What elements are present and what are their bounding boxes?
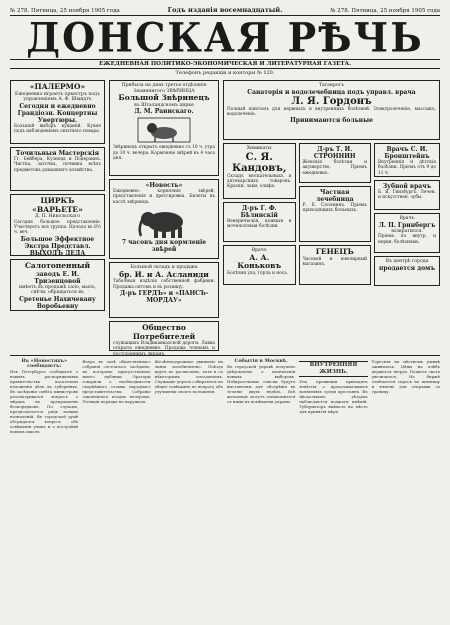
workshop-title: Точильныя Мастерскія <box>15 150 100 157</box>
kandov-title: С. Я. Кандовъ, <box>232 151 287 174</box>
masthead-row <box>10 13 440 76</box>
workshop-body: Гг. Бейбера, Кузнеца и Подерзинъ. Чистка, заточка, починка всѣхъ предметовъ домашняго хозяйства. <box>14 157 101 173</box>
right-ads-col-3 <box>374 143 440 286</box>
column-1-head: Въ «Новостяхъ» сообщаютъ: <box>21 358 67 369</box>
kandov-ad <box>223 143 296 199</box>
grinberg-title: Л. П. Гринбергъ <box>378 221 436 229</box>
circus-owner: Д. П. Никольскаго <box>34 214 81 219</box>
society-title: Общество Потребителей <box>132 323 196 341</box>
right-ads-col-2 <box>299 143 372 286</box>
right-ads-grid <box>223 143 440 286</box>
issue-date-right: № 278. Пятница, 25 ноября 1905 года <box>330 8 440 14</box>
sanatorium-name: Л. Я. Гордонъ <box>291 95 372 107</box>
konkov-ad <box>223 245 296 285</box>
palermo-sub: Ежедневно играетъ оркестръ подъ управленіемъ А. Ф. Шмидтъ <box>15 91 100 103</box>
sanatorium-open: Принимаются больные <box>290 117 373 125</box>
doctor-2-title: Д-ръ Т. И. СТРОННИН <box>313 146 356 160</box>
column-6-text: Торговля на мѣстномъ рынкѣ оживилась. Цѣны на хлѣбъ держатся твердо. Подвозъ скота увеличился. На биржѣ отмѣчается спросъ на пшеницу и ячмень для отправки за границу. <box>371 359 440 394</box>
doctor-1-body: Венерическія, кожныя и мочеполовыя болѣзни. <box>227 219 292 230</box>
lion-illustration-icon <box>137 117 191 143</box>
doctor-1-title: Д-ръ Г. Ф. Бѣлинскій <box>240 205 278 219</box>
column-3-text: Желѣзнодорожное движеніе на линіи возобновлено. Поѣзда идутъ по расписанію, хотя и съ нѣкоторымъ опозданіемъ. Служащіе дороги собираются на общее совѣщаніе по вопросу объ улучшеніи своего положенія. <box>154 359 223 394</box>
menagerie-title: Большой Звѣринецъ <box>118 93 210 103</box>
elephant-illustration-icon <box>135 207 193 239</box>
house-sale-pre: Въ центрѣ города <box>385 259 429 264</box>
ads-column-3 <box>223 80 440 351</box>
sanatorium-body: Полный пансіонъ для нервныхъ и внутреннихъ болѣзней. Электролеченіе, массажъ, водолеченіе. <box>227 106 436 117</box>
aslanid-brand: Д-ръ ГЕРДЪ» и «ПАНСЪ-МОРДАУ» <box>119 289 209 304</box>
article-column-2 <box>82 359 150 434</box>
palermo-grand: Грандіозн. Концертны Увертюры. <box>17 109 98 124</box>
column-4-head: Событія в Москвѣ. <box>234 358 288 364</box>
grinberg-pre: Врачъ <box>399 216 415 221</box>
column-5-text: Изъ провинціи приходятъ извѣстія о продолжающихся волненіяхъ среди крестьянъ. Въ нѣсколькихъ уѣздахъ наблюдаются поджоги имѣній. Губернаторъ выѣхалъ на мѣсто для принятія мѣръ. <box>299 379 368 414</box>
feeding-hours: 7 часовъ дня кормленіе звѣрей <box>121 239 207 254</box>
menagerie-intro: Прибыла на днях третье отдѣленіе Знаменитого ЗВѢРИНЦА <box>121 83 207 94</box>
right-ads-col-1 <box>223 143 296 286</box>
column-1-text: Изъ Петербурга сообщаютъ о новыхъ распоряженіяхъ правительства касательно положенія дѣлъ въ губерніяхъ. Въ засѣданіи совѣта министровъ разсматривался вопросъ о мѣрахъ къ прекращенію безпорядковъ. По слухамъ, предполагается рядъ новыхъ назначеній. Въ городской думѣ обсуждался вопросъ объ освѣщеніи улицъ и о постройкѣ новыхъ школъ. <box>10 369 79 434</box>
factory-place: Сретенье Нахичевану Воробьевну <box>19 295 96 310</box>
grinberg-ad <box>374 213 440 253</box>
kandov-body: Складъ москательныхъ и аптекарскихъ товаровъ. Краски, лаки, олифа. <box>227 173 292 190</box>
doctor-2-body: Женскія болѣзни и акушерство. Пріемъ ежедневно. <box>302 160 367 176</box>
article-column-5 <box>299 359 367 434</box>
section-internal-life: ВНУТРЕННЯЯ ЖИЗНЬ. <box>299 361 367 377</box>
dentist-title: Зубной врачъ <box>382 183 432 190</box>
newspaper-subtitle: ЕЖЕДНЕВНАЯ ПОЛИТИКО-ЭКОНОМИЧЕСКАЯ И ЛИТЕРАТУРНАЯ ГАЗЕТА. <box>10 59 440 69</box>
workshop-ad <box>10 147 105 191</box>
circus-body: Сегодня большое представленіе. Участвуетъ вся труппа. Начало въ 8½ ч. веч. <box>14 219 101 236</box>
circus-title: ЦИРКЪ «ВАРЬЕТЕ» <box>32 196 83 214</box>
newspaper-title: ДОНСКАЯ РѢЧЬ <box>26 13 424 62</box>
palermo-note: Большой выборъ кушаній. Кухня подъ наблюденіемъ опытнаго повара. <box>14 123 101 135</box>
ads-area <box>10 80 440 357</box>
genc-ad <box>299 245 372 285</box>
circus-ad <box>10 194 105 256</box>
year-of-publication: Годъ изданія восемнадцатый. <box>167 6 283 14</box>
palermo-ad <box>10 80 105 144</box>
menagerie-owner: Д. М. Ранискаго. <box>134 108 194 116</box>
sanatorium-ad <box>223 80 440 140</box>
article-column-3 <box>155 359 223 434</box>
genc-title: ГЕНЕЦЪ <box>315 247 354 256</box>
issue-date-left: № 278. Пятница, 25 ноября 1905 года <box>10 8 120 14</box>
konkov-pre: Врачъ <box>251 248 267 253</box>
konkov-title: А. А. Коньковъ <box>237 252 282 271</box>
circus-extra: ВЫХОДЪ ДЕДА <box>29 249 86 257</box>
society-ad <box>109 321 219 357</box>
novost-body: Ежедневно: кормленіе звѣрей, представленія и дрессировка. Билеты въ кассѣ звѣринца. <box>113 189 215 205</box>
house-sale-title: продается домъ <box>378 264 435 272</box>
factory-ad <box>10 259 105 311</box>
doctor-ad-1 <box>223 202 296 242</box>
dentist-body: Б. Я. Гинзбургъ. Лечен. и искусствен. зубы. <box>378 190 436 201</box>
house-sale-ad <box>374 256 440 286</box>
grinberg-sub: возвратился. <box>391 228 423 234</box>
kandov-pre: Химикаты <box>246 146 272 151</box>
article-column-1 <box>10 359 78 434</box>
factory-name: заводъ Е. И. Тризенцовой <box>34 270 81 285</box>
column-2-text: Вчера въ залѣ общественнаго собранія состоялось засѣданіе, на которомъ присутствовало много публики. Ораторы говорили о необходимости скорѣйшаго созыва народнаго представительства. Собраніе закончилось поздно вечеромъ. Полиція порядка не нарушала. <box>82 359 151 404</box>
dentist-ad <box>374 180 440 210</box>
column-4-text: Въ городской управѣ получено увѣдомленіе о назначеніи новыхъ выборовъ. Избирательные списки будутъ выставлены для обозрѣнія въ теченіе двухъ недѣль. Всѣ желающіе могутъ ознакомиться съ ними въ помѣщеніи управы. <box>227 364 296 404</box>
sanatorium-title: Санаторія и водолечебница подъ управл. врача <box>247 88 416 96</box>
factory-title: Салотопенный <box>24 261 91 270</box>
konkov-body: Болѣзни уха, горла и носа. <box>227 270 289 276</box>
clinic-ad <box>299 186 372 242</box>
aslanid-body: Табачныя издѣлія собственной фабрики. Продажа оптомъ и въ розницу. <box>113 279 215 290</box>
doctor-3-title: Врачъ С. И. Бронштейнъ <box>384 146 430 160</box>
grinberg-body: Пріемъ по внутр. и нервн. болѣзнямъ. <box>378 234 436 245</box>
clinic-title: Частная лечебница <box>316 189 354 203</box>
society-body: служащихъ Владикавказской дороги. Лавка открыта ежедневно. Продажа членамъ и постороннимъ лицамъ. <box>113 341 215 357</box>
circus-wonder: Большое Эффектное Экстра Представл. <box>20 235 95 250</box>
clinic-body: Р. Е. Соломинъ. Пріемъ приходящихъ больныхъ. <box>302 203 367 214</box>
aslanid-ad <box>109 262 219 318</box>
article-columns <box>10 355 440 434</box>
palermo-today: Сегодня и ежедневно <box>19 102 96 110</box>
palermo-title: «ПАЛЕРМО» <box>29 82 86 91</box>
phone-line: Телефонъ редакціи и конторы № 120. <box>175 70 275 76</box>
menagerie-ad <box>109 80 219 176</box>
menagerie-body: Звѣринецъ открытъ ежедневно съ 10 ч. утра до 10 ч. вечера. Кормленіе звѣрей въ 4 часа дня. <box>113 145 215 162</box>
article-column-6 <box>372 359 440 434</box>
factory-body: имѣетъ въ продажѣ сало, мыло, свѣчи, обращаться въ <box>18 284 97 296</box>
genc-body: Часовой и ювелирный магазинъ. <box>302 256 367 267</box>
novost-ad <box>109 179 219 259</box>
novost-title: «Новость» <box>145 182 183 189</box>
ads-column-1 <box>10 80 105 351</box>
doctor-3-body: Внутреннія и дѣтскія болѣзни. Пріемъ отъ 9 до 11 ч. <box>378 160 436 176</box>
article-column-4 <box>227 359 295 434</box>
ads-column-2 <box>109 80 219 357</box>
aslanid-title: бр. И. и А. Асланиди <box>119 269 209 279</box>
sanatorium-pre: Таганрогъ <box>318 83 345 88</box>
menagerie-sub: въ Шталандскомъ цирке <box>134 102 194 108</box>
aslanid-pre: Большой складъ и продажа <box>130 265 198 270</box>
doctor-ad-3 <box>374 143 440 177</box>
doctor-ad-2 <box>299 143 372 183</box>
